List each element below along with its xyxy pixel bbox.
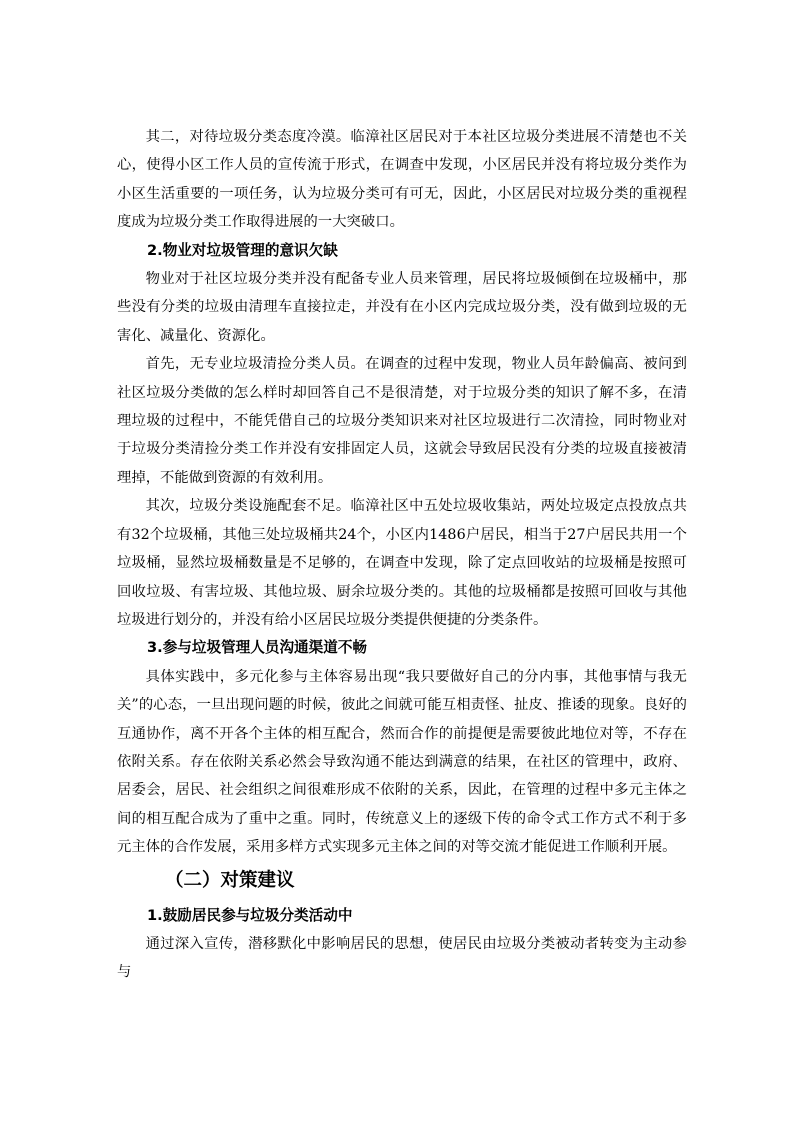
heading-communication: 3.参与垃圾管理人员沟通渠道不畅 <box>147 639 368 657</box>
paragraph-attitude: 其二，对待垃圾分类态度冷漠。临漳社区居民对于本社区垃圾分类进展不清楚也不关心，使得小区工作人员的宣传流于形式，在调查中发现，小区居民并没有将垃圾分类作为小区生活重要的一项任务，认为垃圾分类可有可无，因此，小区居民对垃圾分类的重视程度成为垃圾分类工作取得进展的一大突破口。 <box>117 129 687 231</box>
heading-property-awareness: 2.物业对垃圾管理的意识欠缺 <box>147 241 338 259</box>
document-body <box>117 123 687 987</box>
heading-encourage-residents: 1.鼓励居民参与垃圾分类活动中 <box>147 906 353 924</box>
paragraph-property-staff: 物业对于社区垃圾分类并没有配备专业人员来管理，居民将垃圾倾倒在垃圾桶中，那些没有分类的垃圾由清理车直接拉走，并没有在小区内完成垃圾分类，没有做到垃圾的无害化、减量化、资源化。 <box>117 271 687 344</box>
paragraph-communication: 具体实践中，多元化参与主体容易出现“我只要做好自己的分内事，其他事情与我无关”的心态，一旦出现问题的时候，彼此之间就可能互相责怪、扯皮、推诿的现象。良好的互通协作，离不开各个主体的相互配合，然而合作的前提便是需要彼此地位对等，不存在依附关系。存在依附关系必然会导致沟通不能达到满意的结果，在社区的管理中，政府、居委会，居民、社会组织之间很难形成不依附的关系，因此，在管理的过程中多元主体之间的相互配合成为了重中之重。同时，传统意义上的逐级下传的命令式工作方式不利于多元主体的合作发展，采用多样方式实现多元主体之间的对等交流才能促进工作顺利开展。 <box>117 668 687 856</box>
paragraph-facilities: 其次，垃圾分类设施配套不足。临漳社区中五处垃圾收集站，两处垃圾定点投放点共有32个垃圾桶，其他三处垃圾桶共24个，小区内1486户居民，相当于27户居民共用一个垃圾桶，显然垃圾桶数量是不足够的，在调查中发现，除了定点回收站的垃圾桶是按照可回收垃圾、有害垃圾、其他垃圾、厨余垃圾分类的。其他的垃圾桶都是按照可回收与其他垃圾进行划分的，并没有给小区居民垃圾分类提供便捷的分类条件。 <box>117 498 687 628</box>
paragraph-no-sorting-staff: 首先，无专业垃圾清捡分类人员。在调查的过程中发现，物业人员年龄偏高、被问到社区垃圾分类做的怎么样时却回答自己不是很清楚，对于垃圾分类的知识了解不多，在清理垃圾的过程中，不能凭借自己的垃圾分类知识来对社区垃圾进行二次清捡，同时物业对于垃圾分类清捡分类工作并没有安排固定人员，这就会导致居民没有分类的垃圾直接被清理掉，不能做到资源的有效利用。 <box>117 356 687 486</box>
heading-suggestions: （二）对策建议 <box>165 869 295 891</box>
paragraph-publicity: 通过深入宣传，潜移默化中影响居民的思想，使居民由垃圾分类被动者转变为主动参与 <box>117 935 687 981</box>
